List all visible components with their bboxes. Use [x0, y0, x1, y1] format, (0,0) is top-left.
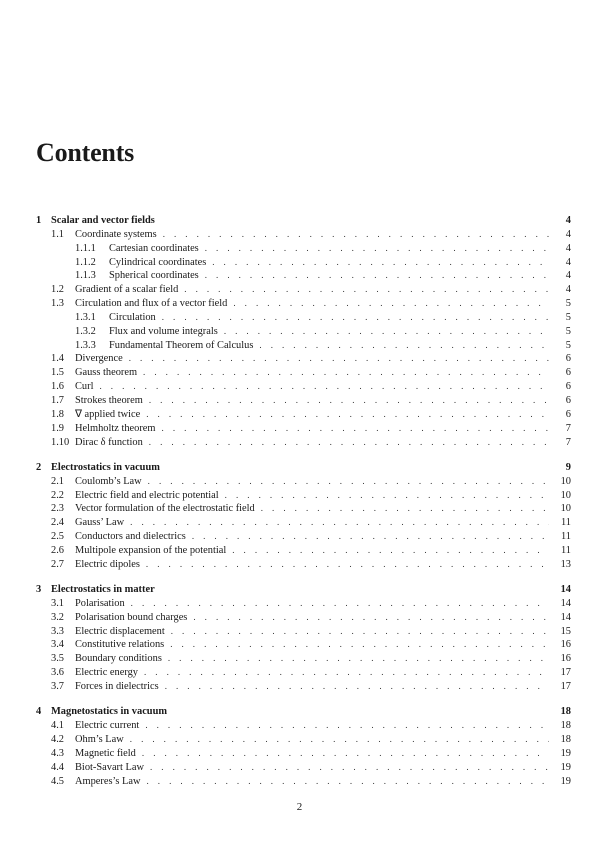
- toc-dot-leader: [168, 652, 549, 666]
- toc-dot-leader: [162, 311, 549, 325]
- toc-page-number: 19: [560, 761, 571, 773]
- toc-section-entry[interactable]: [36, 747, 571, 761]
- toc-entry-title: Gauss theorem: [75, 367, 138, 379]
- toc-section-entry[interactable]: [36, 597, 571, 611]
- toc-entry-title: Curl: [75, 381, 94, 393]
- toc-subsection-entry[interactable]: [36, 325, 571, 339]
- toc-section-entry[interactable]: [36, 408, 571, 422]
- toc-dot-leader: [224, 325, 549, 339]
- toc-page-number: 14: [560, 611, 571, 623]
- toc-entry-number: 1.3.1: [75, 311, 96, 323]
- toc-entry-title: Gauss’ Law: [75, 517, 125, 529]
- toc-page-number: 4: [565, 215, 571, 226]
- toc-section-entry[interactable]: [36, 283, 571, 297]
- toc-page-number: 16: [560, 653, 571, 665]
- toc-entry-title: Vector formulation of the electrostatic field: [75, 503, 255, 515]
- toc-entry-number: 4.3: [51, 747, 64, 759]
- toc-dot-leader: [232, 544, 549, 558]
- toc-page-number: 10: [560, 503, 571, 515]
- toc-dot-leader: [144, 666, 549, 680]
- toc-dot-leader: [99, 380, 549, 394]
- toc-section-entry[interactable]: [36, 638, 571, 652]
- toc-page-number: 15: [560, 625, 571, 637]
- toc-dot-leader: [150, 761, 549, 775]
- toc-entry-title: Multipole expansion of the potential: [75, 544, 227, 556]
- toc-section-entry[interactable]: [36, 436, 571, 450]
- toc-dot-leader: [149, 394, 549, 408]
- toc-entry-title: Magnetic field: [75, 747, 136, 759]
- toc-page-number: 6: [565, 381, 571, 393]
- toc-entry-title: Dirac δ function: [75, 436, 143, 448]
- toc-subsection-entry[interactable]: [36, 339, 571, 353]
- toc-chapter-entry[interactable]: [36, 214, 571, 228]
- toc-section-entry[interactable]: [36, 352, 571, 366]
- toc-page-number: 18: [560, 706, 571, 718]
- toc-entry-title: ∇ applied twice: [75, 408, 141, 420]
- toc-entry-number: 1.9: [51, 422, 64, 434]
- toc-entry-number: 3.4: [51, 639, 64, 651]
- toc-dot-leader: [129, 352, 549, 366]
- toc-dot-leader: [162, 422, 549, 436]
- toc-dot-leader: [131, 597, 549, 611]
- toc-entry-number: 1.1.2: [75, 256, 96, 268]
- table-of-contents: [36, 214, 571, 800]
- toc-dot-leader: [184, 283, 549, 297]
- toc-page-number: 4: [565, 228, 571, 240]
- toc-section-entry[interactable]: [36, 666, 571, 680]
- toc-dot-leader: [205, 242, 549, 256]
- toc-entry-number: 3.1: [51, 597, 64, 609]
- toc-chapter-number: 3: [36, 584, 42, 596]
- toc-page-number: 9: [565, 461, 571, 473]
- toc-dot-leader: [130, 516, 549, 530]
- toc-entry-title: Divergence: [75, 353, 123, 365]
- toc-page-number: 5: [565, 311, 571, 323]
- toc-entry-number: 1.5: [51, 367, 64, 379]
- toc-page-number: 6: [565, 394, 571, 406]
- page-number: 2: [296, 801, 303, 813]
- toc-section-entry[interactable]: [36, 733, 571, 747]
- toc-entry-title: Amperes’s Law: [75, 775, 141, 787]
- toc-entry-number: 1.1: [51, 228, 64, 240]
- toc-entry-title: Spherical coordinates: [109, 270, 199, 282]
- toc-chapter-entry[interactable]: [36, 583, 571, 597]
- toc-entry-title: Fundamental Theorem of Calculus: [109, 339, 254, 351]
- toc-page-number: 13: [560, 558, 571, 570]
- toc-page-number: 19: [560, 775, 571, 787]
- toc-section-entry[interactable]: [36, 625, 571, 639]
- toc-dot-leader: [165, 680, 549, 694]
- toc-entry-number: 3.2: [51, 611, 64, 623]
- toc-chapter-number: 1: [36, 215, 42, 226]
- toc-entry-title: Electric dipoles: [75, 558, 140, 570]
- toc-entry-number: 2.1: [51, 475, 64, 487]
- toc-entry-number: 1.3.2: [75, 325, 96, 337]
- toc-dot-leader: [143, 366, 549, 380]
- toc-entry-number: 1.3.3: [75, 339, 96, 351]
- toc-entry-number: 3.3: [51, 625, 64, 637]
- toc-dot-leader: [148, 475, 549, 489]
- toc-entry-number: 1.10: [51, 436, 70, 448]
- toc-entry-number: 1.2: [51, 284, 64, 296]
- toc-entry-number: 4.1: [51, 720, 64, 732]
- toc-page-number: 10: [560, 489, 571, 501]
- toc-page-number: 6: [565, 367, 571, 379]
- toc-section-entry[interactable]: [36, 394, 571, 408]
- toc-dot-leader: [192, 530, 549, 544]
- toc-section-entry[interactable]: [36, 761, 571, 775]
- toc-dot-leader: [130, 733, 549, 747]
- toc-chapter: [36, 461, 571, 572]
- toc-dot-leader: [259, 339, 549, 353]
- toc-section-entry[interactable]: [36, 475, 571, 489]
- toc-page-number: 7: [565, 422, 571, 434]
- toc-entry-title: Boundary conditions: [75, 653, 162, 665]
- toc-entry-title: Circulation: [109, 311, 156, 323]
- toc-entry-number: 1.8: [51, 408, 64, 420]
- toc-section-entry[interactable]: [36, 489, 571, 503]
- toc-entry-number: 2.6: [51, 544, 64, 556]
- toc-page-number: 11: [560, 544, 571, 556]
- page-title: Contents: [36, 138, 135, 167]
- toc-entry-number: 4.2: [51, 734, 64, 746]
- toc-entry-title: Constitutive relations: [75, 639, 165, 651]
- toc-page-number: 11: [560, 531, 571, 543]
- toc-entry-number: 3.6: [51, 667, 64, 679]
- toc-entry-number: 1.6: [51, 381, 64, 393]
- toc-section-entry[interactable]: [36, 719, 571, 733]
- toc-dot-leader: [145, 719, 549, 733]
- toc-dot-leader: [171, 625, 549, 639]
- toc-section-entry[interactable]: [36, 366, 571, 380]
- toc-section-entry[interactable]: [36, 228, 571, 242]
- toc-chapter-title: Electrostatics in vacuum: [51, 461, 160, 473]
- toc-dot-leader: [205, 269, 549, 283]
- toc-page-number: 5: [565, 339, 571, 351]
- toc-chapter: [36, 705, 571, 788]
- toc-entry-number: 2.5: [51, 531, 64, 543]
- toc-entry-title: Gradient of a scalar field: [75, 284, 179, 296]
- toc-entry-title: Electric field and electric potential: [75, 489, 219, 501]
- toc-dot-leader: [149, 436, 549, 450]
- toc-chapter-title: Magnetostatics in vacuum: [51, 706, 168, 718]
- toc-entry-number: 4.4: [51, 761, 64, 773]
- toc-entry-title: Polarisation bound charges: [75, 611, 188, 623]
- toc-page-number: 11: [560, 517, 571, 529]
- toc-page-number: 5: [565, 298, 571, 310]
- toc-entry-title: Polarisation: [75, 597, 125, 609]
- toc-dot-leader: [147, 775, 550, 789]
- toc-dot-leader: [146, 558, 549, 572]
- toc-entry-title: Cylindrical coordinates: [109, 256, 207, 268]
- toc-chapter: [36, 214, 571, 449]
- toc-dot-leader: [163, 228, 549, 242]
- toc-dot-leader: [225, 489, 549, 503]
- toc-entry-number: 1.7: [51, 394, 64, 406]
- toc-entry-title: Forces in dielectrics: [75, 681, 159, 692]
- toc-entry-title: Ohm’s Law: [75, 734, 124, 746]
- toc-dot-leader: [233, 297, 549, 311]
- toc-page-number: 16: [560, 639, 571, 651]
- toc-section-entry[interactable]: [36, 544, 571, 558]
- toc-chapter-entry[interactable]: [36, 461, 571, 475]
- toc-page-number: 19: [560, 747, 571, 759]
- toc-entry-title: Coordinate systems: [75, 228, 157, 240]
- toc-dot-leader: [170, 638, 549, 652]
- toc-page-number: 4: [565, 256, 571, 268]
- toc-entry-title: Cartesian coordinates: [109, 242, 199, 254]
- toc-entry-title: Strokes theorem: [75, 394, 143, 406]
- toc-entry-title: Electric displacement: [75, 625, 165, 637]
- toc-entry-title: Flux and volume integrals: [109, 325, 218, 337]
- toc-page-number: 4: [565, 242, 571, 254]
- toc-dot-leader: [146, 408, 549, 422]
- toc-subsection-entry[interactable]: [36, 269, 571, 283]
- toc-chapter-title: Electrostatics in matter: [51, 584, 155, 596]
- toc-entry-number: 3.5: [51, 653, 64, 665]
- toc-entry-number: 1.4: [51, 353, 64, 365]
- toc-section-entry[interactable]: [36, 502, 571, 516]
- toc-page-number: 4: [565, 284, 571, 296]
- toc-section-entry[interactable]: [36, 530, 571, 544]
- toc-dot-leader: [212, 256, 549, 270]
- toc-section-entry[interactable]: [36, 516, 571, 530]
- toc-section-entry[interactable]: [36, 297, 571, 311]
- toc-entry-title: Circulation and flux of a vector field: [75, 298, 228, 310]
- toc-entry-title: Biot-Savart Law: [75, 761, 144, 773]
- toc-entry-number: 2.3: [51, 503, 64, 515]
- toc-page-number: 4: [565, 270, 571, 282]
- toc-subsection-entry[interactable]: [36, 242, 571, 256]
- toc-section-entry[interactable]: [36, 380, 571, 394]
- toc-chapter-number: 2: [36, 461, 42, 473]
- toc-section-entry[interactable]: [36, 558, 571, 572]
- toc-entry-title: Electric energy: [75, 667, 138, 679]
- toc-entry-number: 3.7: [51, 681, 64, 692]
- toc-chapter-title: Scalar and vector fields: [51, 215, 155, 226]
- toc-page-number: 14: [560, 597, 571, 609]
- toc-page-number: 18: [560, 720, 571, 732]
- toc-page-number: 7: [565, 436, 571, 448]
- toc-page-number: 6: [565, 408, 571, 420]
- toc-page-number: 6: [565, 353, 571, 365]
- toc-entry-number: 2.2: [51, 489, 64, 501]
- toc-entry-number: 2.4: [51, 517, 64, 529]
- toc-entry-number: 1.1.3: [75, 270, 96, 282]
- toc-page-number: 10: [560, 475, 571, 487]
- toc-dot-leader: [193, 611, 549, 625]
- toc-subsection-entry[interactable]: [36, 256, 571, 270]
- toc-section-entry[interactable]: [36, 680, 571, 694]
- toc-chapter: [36, 583, 571, 694]
- toc-entry-number: 1.3: [51, 298, 64, 310]
- toc-section-entry[interactable]: [36, 422, 571, 436]
- toc-section-entry[interactable]: [36, 611, 571, 625]
- toc-chapter-entry[interactable]: [36, 705, 571, 719]
- toc-entry-number: 4.5: [51, 775, 64, 787]
- toc-chapter-number: 4: [36, 706, 42, 718]
- toc-page-number: 5: [565, 325, 571, 337]
- toc-entry-title: Helmholtz theorem: [75, 422, 156, 434]
- toc-entry-number: 1.1.1: [75, 242, 96, 254]
- toc-subsection-entry[interactable]: [36, 311, 571, 325]
- toc-page-number: 18: [560, 734, 571, 746]
- toc-dot-leader: [261, 502, 549, 516]
- toc-entry-title: Conductors and dielectrics: [75, 531, 186, 543]
- toc-page-number: 17: [560, 667, 571, 679]
- toc-entry-number: 2.7: [51, 558, 64, 570]
- toc-entry-title: Electric current: [75, 720, 140, 732]
- toc-dot-leader: [142, 747, 549, 761]
- toc-entry-title: Coulomb’s Law: [75, 475, 142, 487]
- toc-page-number: 14: [560, 584, 571, 596]
- toc-section-entry[interactable]: [36, 775, 571, 789]
- toc-page-number: 17: [560, 681, 571, 692]
- toc-section-entry[interactable]: [36, 652, 571, 666]
